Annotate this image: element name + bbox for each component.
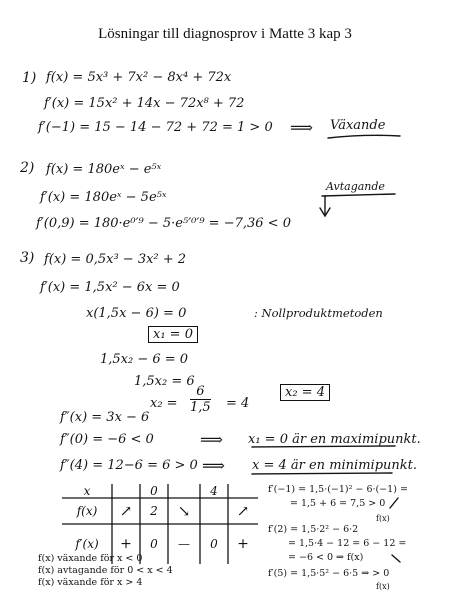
table-cell: — — [178, 537, 190, 551]
vaxande-underline — [328, 135, 400, 138]
side-calc-neg1-line2: = 1,5 + 6 = 7,5 > 0 — [290, 498, 386, 509]
section-1-number: 1) — [22, 70, 37, 86]
table-cell: 0 — [150, 484, 158, 498]
note-increasing-2: f(x) växande för x > 4 — [38, 577, 143, 588]
s1-derivative: f′(x) = 15x² + 14x − 72x⁸ + 72 — [44, 96, 245, 111]
minimipunkt-underline — [252, 473, 392, 474]
table-cell — [168, 484, 200, 498]
s3-arrow-min: ⟹ — [202, 456, 225, 475]
table-cell: ↗ — [119, 502, 133, 520]
table-cell: 4 — [210, 484, 218, 498]
s2-function: f(x) = 180eˣ − e⁵ˣ — [46, 162, 162, 177]
note-decreasing: f(x) avtagande för 0 < x < 4 — [38, 565, 173, 576]
avtagande-box — [322, 194, 395, 196]
s1-implies-arrow: ⟹ — [290, 118, 313, 137]
table-cell: ↘ — [177, 502, 191, 520]
table-cell: 2 — [150, 504, 158, 518]
table-cell: f(x) — [76, 504, 98, 518]
s3-root-x2: x₂ = 4 — [280, 384, 330, 401]
side-calc-2-line1: f′(2) = 1,5·2² − 6·2 — [268, 524, 359, 535]
s1-function: f(x) = 5x³ + 7x² − 8x⁴ + 72x — [46, 70, 232, 85]
table-cell — [200, 498, 228, 524]
table-cell — [112, 484, 140, 498]
fraction-denominator: 1,5 — [190, 400, 211, 415]
side-calc-5-line1: f′(5) = 1,5·5² − 6·5 ⇒ > 0 — [268, 568, 390, 579]
s3-derivative-eq: f′(x) = 1,5x² − 6x = 0 — [40, 280, 180, 295]
s3-x2-label: x₂ = — [150, 396, 178, 411]
s3-root-x1: x₁ = 0 — [148, 326, 198, 343]
s2-evaluation: f′(0,9) = 180·e⁰′⁹ − 5·e⁵′⁰′⁹ = −7,36 < 0 — [36, 216, 291, 231]
s3-eq-x2: 1,5x₂ − 6 = 0 — [100, 352, 189, 367]
page-title: Lösningar till diagnosprov i Matte 3 kap 3 — [98, 26, 352, 42]
s2-derivative: f′(x) = 180eˣ − 5e⁵ˣ — [40, 190, 167, 205]
sign-table — [62, 484, 258, 564]
side-calc-5-result: f(x) — [376, 582, 390, 591]
table-cell: f′(x) — [75, 537, 99, 551]
side-calc-neg1-result: f(x) — [376, 514, 390, 523]
side-calc-2-line2: = 1,5·4 − 12 = 6 − 12 = — [288, 538, 407, 549]
s3-method-note: : Nollproduktmetoden — [254, 306, 383, 320]
table-cell: 0 — [210, 537, 218, 551]
table-cell: x — [83, 484, 91, 498]
side-arrow-up — [390, 498, 398, 508]
s3-arrow-max: ⟹ — [200, 430, 223, 449]
s3-second-derivative: f″(x) = 3x − 6 — [60, 410, 150, 425]
table-cell: + — [120, 536, 132, 552]
s3-function: f(x) = 0,5x³ − 3x² + 2 — [44, 252, 187, 267]
s2-conclusion: Avtagande — [326, 180, 385, 193]
s3-min-conclusion: x = 4 är en minimipunkt. — [252, 458, 417, 473]
s3-second-derivative-at-4: f″(4) = 12−6 = 6 > 0 — [60, 458, 198, 473]
side-calc-neg1-line1: f′(−1) = 1,5·(−1)² − 6·(−1) = — [268, 484, 408, 495]
section-2-number: 2) — [20, 160, 35, 176]
s3-factored: x(1,5x − 6) = 0 — [86, 306, 187, 321]
note-increasing-1: f(x) växande för x < 0 — [38, 553, 143, 564]
table-cell: ↗ — [236, 502, 250, 520]
table-cell: + — [237, 536, 249, 552]
s3-eq-x2-simplified: 1,5x₂ = 6 — [134, 374, 195, 389]
s3-x2-result: = 4 — [226, 396, 250, 411]
side-calc-2-line3: = −6 < 0 ⇒ f(x) — [288, 552, 364, 563]
fraction-numerator: 6 — [190, 384, 211, 400]
s3-x2-fraction — [190, 384, 211, 415]
table-cell — [228, 484, 258, 498]
section-3-number: 3) — [20, 250, 35, 266]
table-cell: 0 — [150, 537, 158, 551]
side-arrow-down — [392, 555, 400, 562]
s3-max-conclusion: x₁ = 0 är en maximipunkt. — [248, 432, 421, 447]
s3-second-derivative-at-0: f″(0) = −6 < 0 — [60, 432, 154, 447]
s1-conclusion: Växande — [330, 118, 386, 133]
s1-evaluation: f′(−1) = 15 − 14 − 72 + 72 = 1 > 0 — [38, 120, 273, 135]
